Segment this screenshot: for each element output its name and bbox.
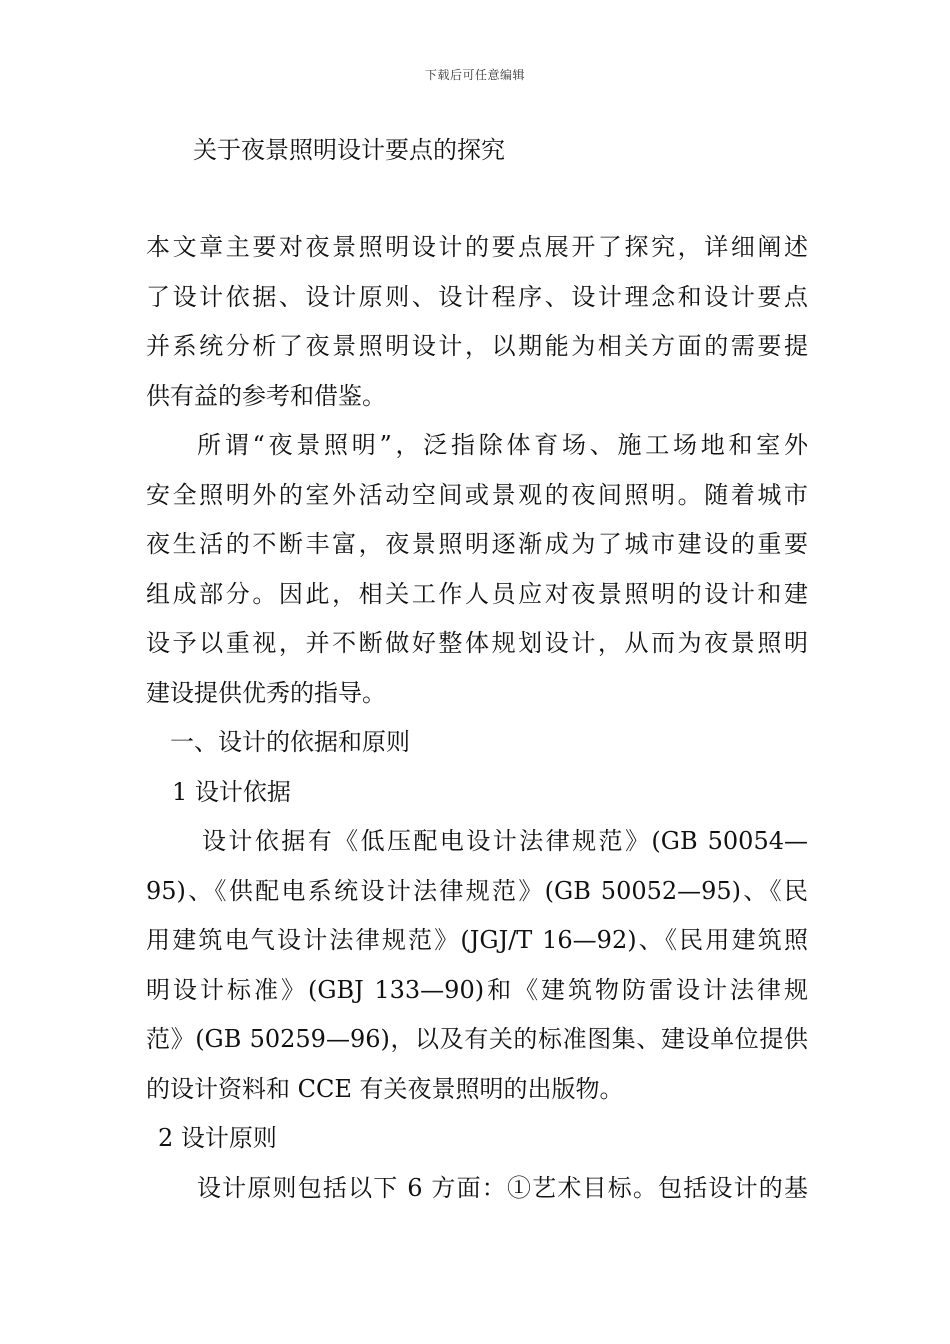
subsection-heading: 2 设计原则 [158,1124,277,1152]
basis-line: 设计依据有《低压配电设计法律规范》(GB 50054— [202,827,808,855]
section-heading: 一、设计的依据和原则 [170,728,410,756]
principles-paragraph [146,1164,808,1214]
basis-line: 范》(GB 50259—96)，以及有关的标准图集、建设单位提供 [146,1025,808,1053]
document-title: 关于夜景照明设计要点的探究 [193,136,505,164]
abstract-paragraph [146,223,808,421]
abstract-line: 了设计依据、设计原则、设计程序、设计理念和设计要点 [146,282,808,311]
basis-line: 用建筑电气设计法律规范》(JGJ/T 16—92)、《民用建筑照 [146,926,808,954]
basis-line: 95)、《供配电系统设计法律规范》(GB 50052—95)、《民 [146,876,808,905]
subsection-heading: 1 设计依据 [172,777,291,806]
document-body [146,223,808,1213]
abstract-line: 并系统分析了夜景照明设计，以期能为相关方面的需要提 [146,332,808,360]
header-note: 下载后可任意编辑 [424,68,525,82]
basis-paragraph [146,817,808,1114]
intro-paragraph [146,421,808,718]
intro-line: 建设提供优秀的指导。 [146,678,386,707]
abstract-line: 本文章主要对夜景照明设计的要点展开了探究，详细阐述 [146,233,808,261]
intro-line: 设予以重视，并不断做好整体规划设计，从而为夜景照明 [146,629,808,657]
basis-line: 的设计资料和 CCE 有关夜景照明的出版物。 [146,1074,624,1103]
intro-line: 组成部分。因此，相关工作人员应对夜景照明的设计和建 [146,579,808,608]
basis-line: 明设计标准》(GBJ 133—90)和《建筑物防雷设计法律规 [146,975,808,1004]
intro-line: 夜生活的不断丰富，夜景照明逐渐成为了城市建设的重要 [146,530,808,558]
intro-line: 安全照明外的室外活动空间或景观的夜间照明。随着城市 [146,480,808,509]
intro-line: 所谓“夜景照明”，泛指除体育场、施工场地和室外 [197,431,808,459]
abstract-line: 供有益的参考和借鉴。 [146,381,386,410]
principles-line: 设计原则包括以下 6 方面：①艺术目标。包括设计的基 [197,1173,808,1202]
